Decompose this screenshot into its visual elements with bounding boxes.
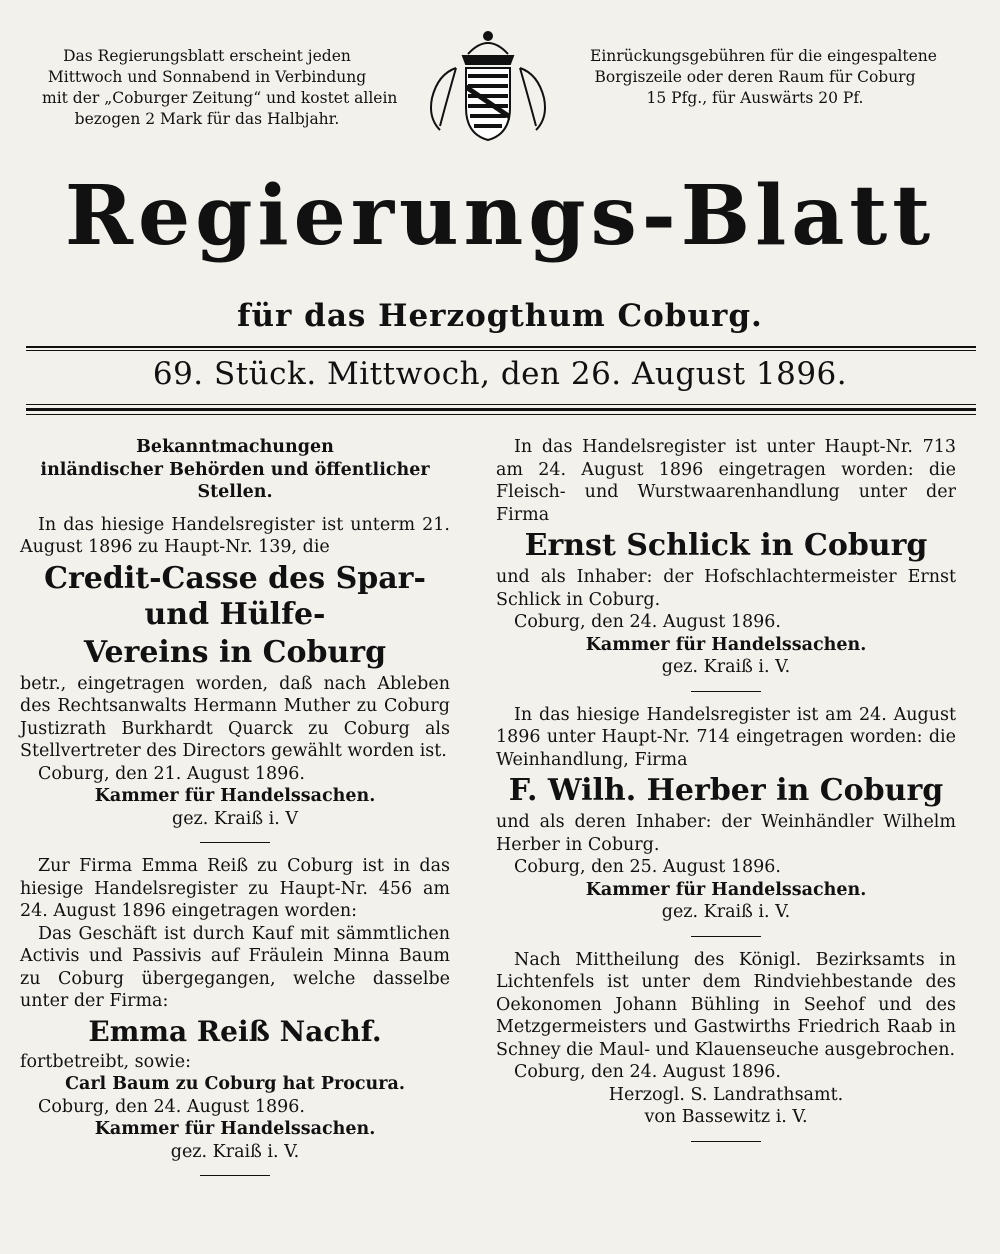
notice-procura: Carl Baum zu Coburg hat Procura. [65,1074,405,1094]
notice-owner: und als deren Inhaber: der Weinhändler Wilhelm Herber in Coburg. [496,812,956,855]
issue-line: 69. Stück. Mittwoch, den 26. August 1896. [152,356,848,392]
firm-name: Credit-Casse des Spar- und Hülfe- [44,560,426,632]
masthead-subtitle: für das Herzogthum Coburg. [237,298,763,334]
subscription-line: mit der „Coburger Zeitung“ und kostet allein [42,89,398,107]
notice-intro: In das Handelsregister ist unter Haupt-Nr. 713 am 24. August 1896 eingetragen worden: die Fleisch- und Wurstwaarenhandlung unter der Firma [496,437,956,525]
notice-date: Coburg, den 25. August 1896. [514,857,781,877]
advertising-rates [590,46,937,109]
notice-body: Das Geschäft ist durch Kauf mit sämmtlichen Activis und Passivis auf Fräulein Minna Baum zu Coburg übergegangen, welche dasselbe unter der Firma: [20,923,450,1011]
notice-date: Coburg, den 21. August 1896. [38,763,305,784]
notice-separator [691,1141,761,1142]
subscription-line: Mittwoch und Sonnabend in Verbindung [47,68,367,86]
notice-separator [200,842,270,843]
section-heading: Bekanntmachungen [136,437,334,457]
rule-top [26,346,976,348]
masthead-title: Regierungs-Blatt [64,168,936,264]
notice-intro: Zur Firma Emma Reiß zu Coburg ist in das hiesige Handelsregister zu Haupt-Nr. 456 am 24. August 1896 eingetragen worden: [20,856,450,921]
subscription-line: Das Regierungsblatt erscheint jeden [63,47,351,65]
notice-authority: Herzogl. S. Landrathsamt. [608,1084,844,1105]
notice-body: betr., eingetragen worden, daß nach Ableben des Rechtsanwalts Hermann Muther zu Coburg Justizrath Burkhardt Quarck zu Coburg als Stellvertreter des Directors gewählt worden ist. [20,673,450,761]
right-column [496,436,956,1154]
rule-bottom-thin [26,414,976,415]
subscription-line: bezogen 2 Mark für das Halbjahr. [74,110,340,128]
notice-authority: Kammer für Handelssachen. [585,634,867,655]
notice-continued: fortbetreibt, sowie: [20,1051,192,1072]
notice-signature: gez. Kraiß i. V. [661,657,791,677]
notice-separator [691,936,761,937]
notice-date: Coburg, den 24. August 1896. [514,612,781,632]
notice-date: Coburg, den 24. August 1896. [38,1096,305,1117]
subscription-info [42,46,398,130]
rule-bottom [26,408,976,411]
rule-top-thin [26,350,976,351]
notice-date: Coburg, den 24. August 1896. [514,1062,781,1082]
firm-name: Vereins in Coburg [83,634,387,670]
firm-name: Ernst Schlick in Coburg [524,528,928,563]
rate-line: 15 Pfg., für Auswärts 20 Pf. [646,89,864,107]
notice-authority: Kammer für Handelssachen. [585,879,867,900]
rate-line: Borgiszeile oder deren Raum für Coburg [594,68,916,86]
notice-owner: und als Inhaber: der Hofschlachtermeister Ernst Schlick in Coburg. [496,567,956,610]
section-subheading: inländischer Behörden und öffentlicher Stellen. [40,459,430,502]
ducal-coat-of-arms-icon [418,26,558,146]
firm-name: Emma Reiß Nachf. [88,1014,382,1048]
notice-intro: In das hiesige Handelsregister ist am 24. August 1896 unter Haupt-Nr. 714 eingetragen worden: die Weinhandlung, Firma [496,704,956,770]
rate-line: Einrückungsgebühren für die eingespaltene [590,47,937,65]
notice-intro: In das hiesige Handelsregister ist unterm 21. August 1896 zu Haupt-Nr. 139, die [20,514,450,557]
notice-authority: Kammer für Handelssachen. [94,1119,376,1139]
rule-bottom-thin [26,404,976,405]
notice-signature: gez. Kraiß i. V [172,808,298,829]
left-column [20,436,450,1188]
notice-signature: gez. Kraiß i. V. [661,902,791,922]
notice-separator [691,691,761,692]
notice-signature: gez. Kraiß i. V. [170,1141,300,1162]
notice-authority: Kammer für Handelssachen. [94,786,376,806]
notice-body: Nach Mittheilung des Königl. Bezirksamts in Lichtenfels ist unter dem Rindviehbestande des Oekonomen Johann Bühling in Seehof und des Metzgermeisters und Gastwirths Friedrich Raab in Schney die Maul- und Klauenseuche ausgebrochen. [496,949,956,1060]
firm-name: F. Wilh. Herber in Coburg [508,773,944,808]
notice-separator [200,1175,270,1176]
notice-signature: von Bassewitz i. V. [644,1107,808,1127]
